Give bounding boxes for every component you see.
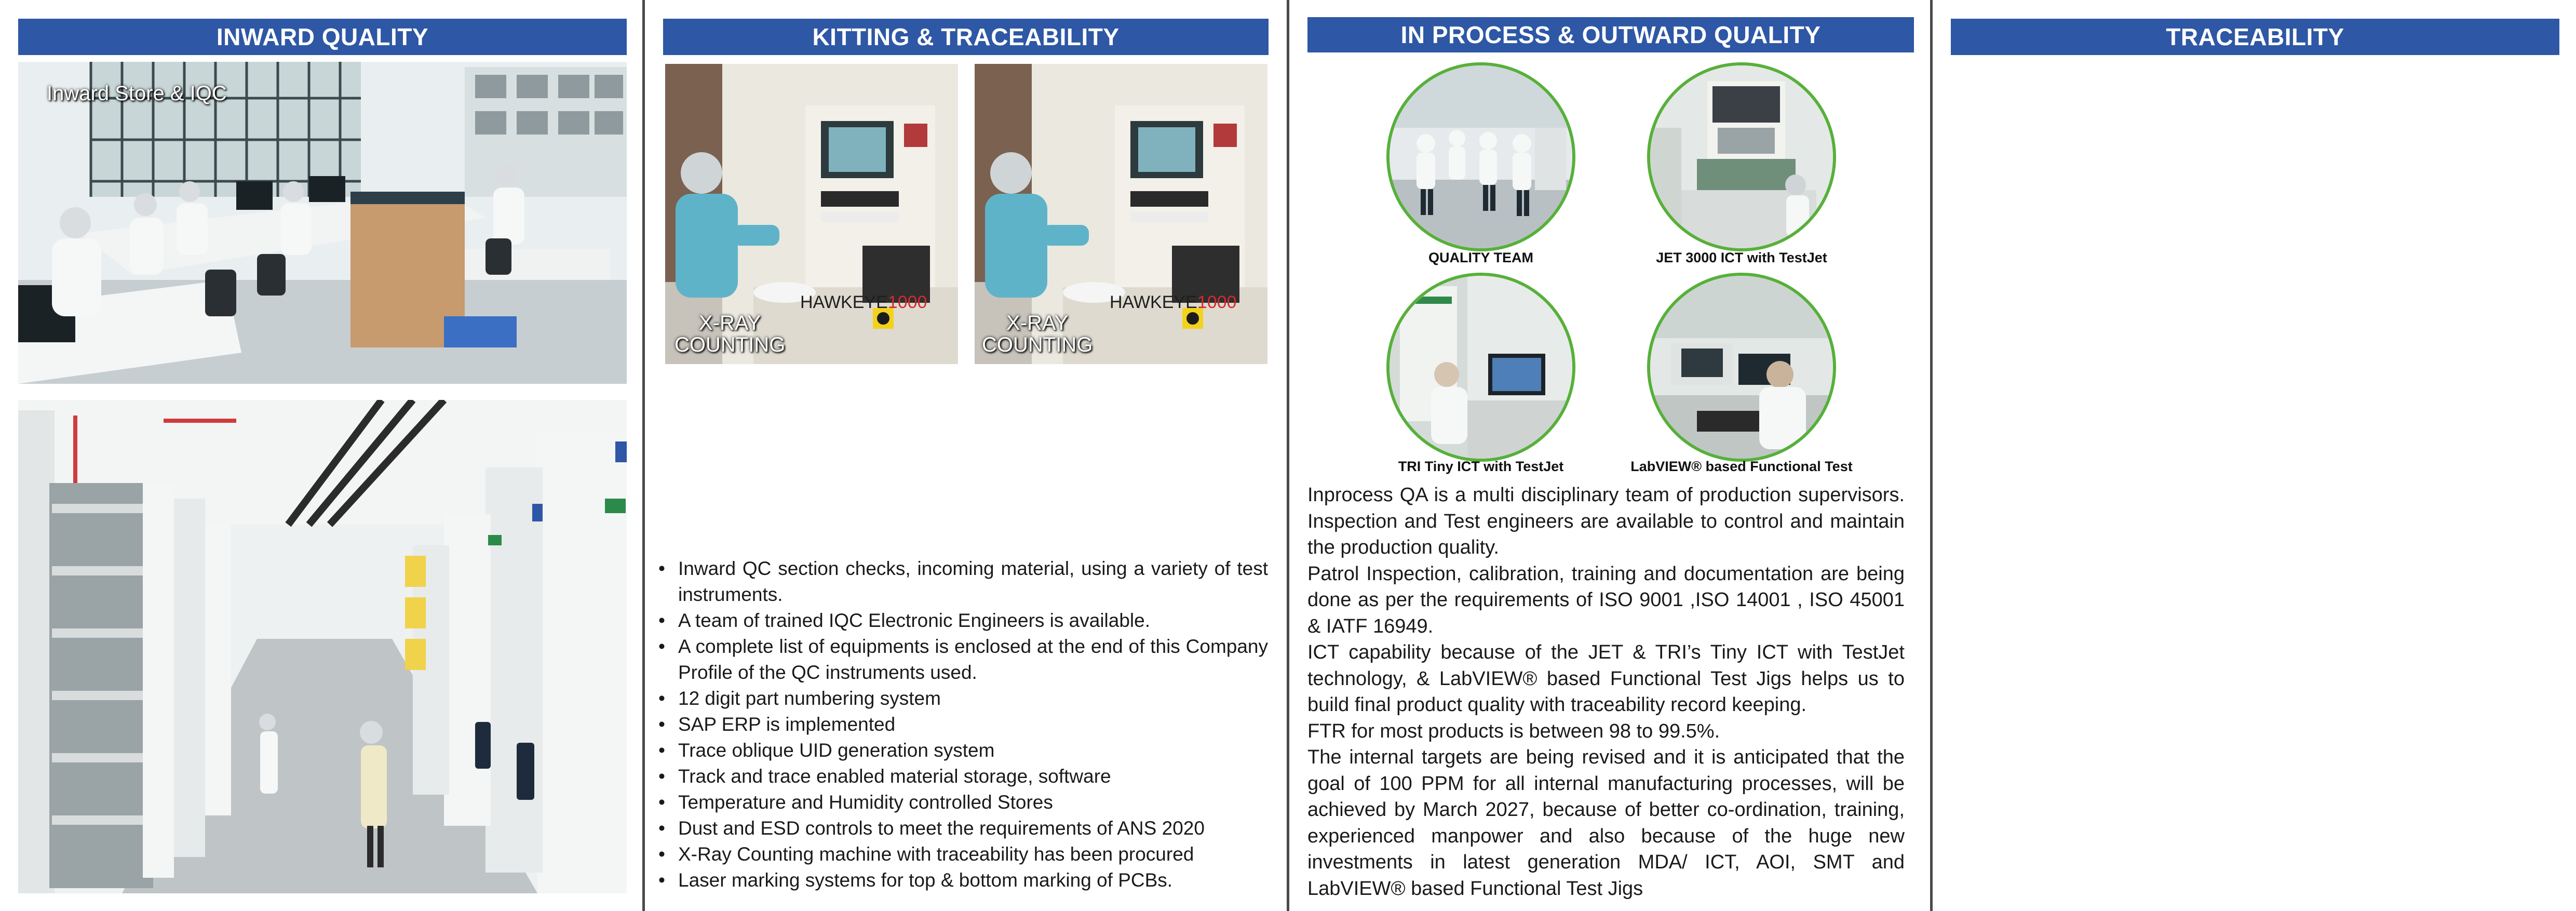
labview-functional-test-photo	[1647, 273, 1836, 462]
bullet-item: • A team of trained IQC Electronic Engineers is available.	[656, 608, 1268, 634]
caption-labview-test: LabVIEW® based Functional Test	[1630, 459, 1853, 474]
bullet-item: • Track and trace enabled material storage, software	[656, 763, 1268, 789]
kitting-title: KITTING & TRACEABILITY	[812, 23, 1120, 50]
hawkeye-brand-2: HAWKEYE1000	[1110, 292, 1237, 312]
bullet-item: • A complete list of equipments is enclosed at the end of this Company Profile of the QC instruments used.	[656, 634, 1268, 686]
bullet-item: • Dust and ESD controls to meet the requirements of ANS 2020	[656, 815, 1268, 841]
traceability-title: TRACEABILITY	[2166, 23, 2344, 50]
inward-store-label: Inward Store & IQC	[47, 82, 227, 105]
xray-label-1-line2: COUNTING	[675, 333, 786, 356]
paragraph: The internal targets are being revised and it is anticipated that the goal of 100 PPM for all internal manufacturing processes, will be achieved by March 2027, because of better co-ordination, training, experienced manpower and also because of the huge new investments in latest generation MDA/ ICT, AOI, SMT and LabVIEW® based Functional Test Jigs	[1307, 746, 1905, 900]
caption-jet-3000: JET 3000 ICT with TestJet	[1656, 250, 1827, 265]
tri-tiny-ict-photo	[1386, 273, 1575, 462]
quality-team-illustration	[1390, 65, 1572, 248]
paragraph: Inprocess QA is a multi disciplinary team of production supervisors. Inspection and Test engineers are available to control and maintain the production quality.	[1307, 484, 1905, 558]
storage-racks-illustration	[18, 400, 627, 893]
kitting-header	[663, 19, 1269, 55]
jet-3000-illustration	[1650, 65, 1833, 248]
inward-quality-title: INWARD QUALITY	[216, 23, 429, 50]
jet-3000-photo	[1647, 62, 1836, 251]
inward-store-photo	[18, 62, 627, 384]
traceability-header	[1951, 19, 2559, 55]
bullet-item: • Trace oblique UID generation system	[656, 738, 1268, 763]
labview-test-illustration	[1650, 276, 1833, 459]
bullet-item: • X-Ray Counting machine with traceability has been procured	[656, 841, 1268, 867]
inprocess-description	[1307, 482, 1905, 902]
caption-quality-team: QUALITY TEAM	[1428, 250, 1533, 265]
column-divider-3	[1930, 0, 1933, 911]
paragraph: ICT capability because of the JET & TRI’s Tiny ICT with TestJet technology, & LabVIEW® based Functional Test Jigs helps us to build final product quality with traceability record keeping.	[1307, 641, 1905, 716]
tri-tiny-ict-illustration	[1390, 276, 1572, 459]
column-divider-1	[642, 0, 645, 911]
bullet-item: • Laser marking systems for top & bottom marking of PCBs.	[656, 867, 1268, 893]
paragraph: FTR for most products is between 98 to 99.5%.	[1307, 720, 1720, 742]
xray-counting-photo-1	[665, 64, 958, 364]
xray-label-1-line1: X-RAY	[699, 312, 761, 334]
inprocess-title: IN PROCESS & OUTWARD QUALITY	[1400, 21, 1821, 48]
xray-label-2-line1: X-RAY	[1006, 312, 1069, 334]
paragraph: Patrol Inspection, calibration, training and documentation are being done as per the requirements of ISO 9001 ,ISO 14001 , ISO 45001 & IATF 16949.	[1307, 562, 1905, 637]
inward-store-illustration	[18, 62, 627, 384]
xray-label-2	[982, 312, 1093, 356]
inprocess-header	[1307, 17, 1914, 52]
bullet-item: • Inward QC section checks, incoming material, using a variety of test instruments.	[656, 556, 1268, 608]
caption-tri-tiny-ict: TRI Tiny ICT with TestJet	[1398, 459, 1564, 474]
column-divider-2	[1287, 0, 1289, 911]
quality-team-photo	[1386, 62, 1575, 251]
inward-quality-header	[18, 19, 627, 55]
hawkeye-brand-1: HAWKEYE1000	[800, 292, 927, 312]
xray-counting-photo-2	[975, 64, 1267, 364]
bullet-item: • 12 digit part numbering system	[656, 686, 1268, 712]
bullet-item: • Temperature and Humidity controlled Stores	[656, 789, 1268, 815]
storage-racks-photo	[18, 400, 627, 893]
bullet-item: • SAP ERP is implemented	[656, 712, 1268, 738]
kitting-bullet-list	[656, 556, 1268, 893]
xray-label-2-line2: COUNTING	[982, 333, 1093, 356]
xray-label-1	[675, 312, 785, 356]
